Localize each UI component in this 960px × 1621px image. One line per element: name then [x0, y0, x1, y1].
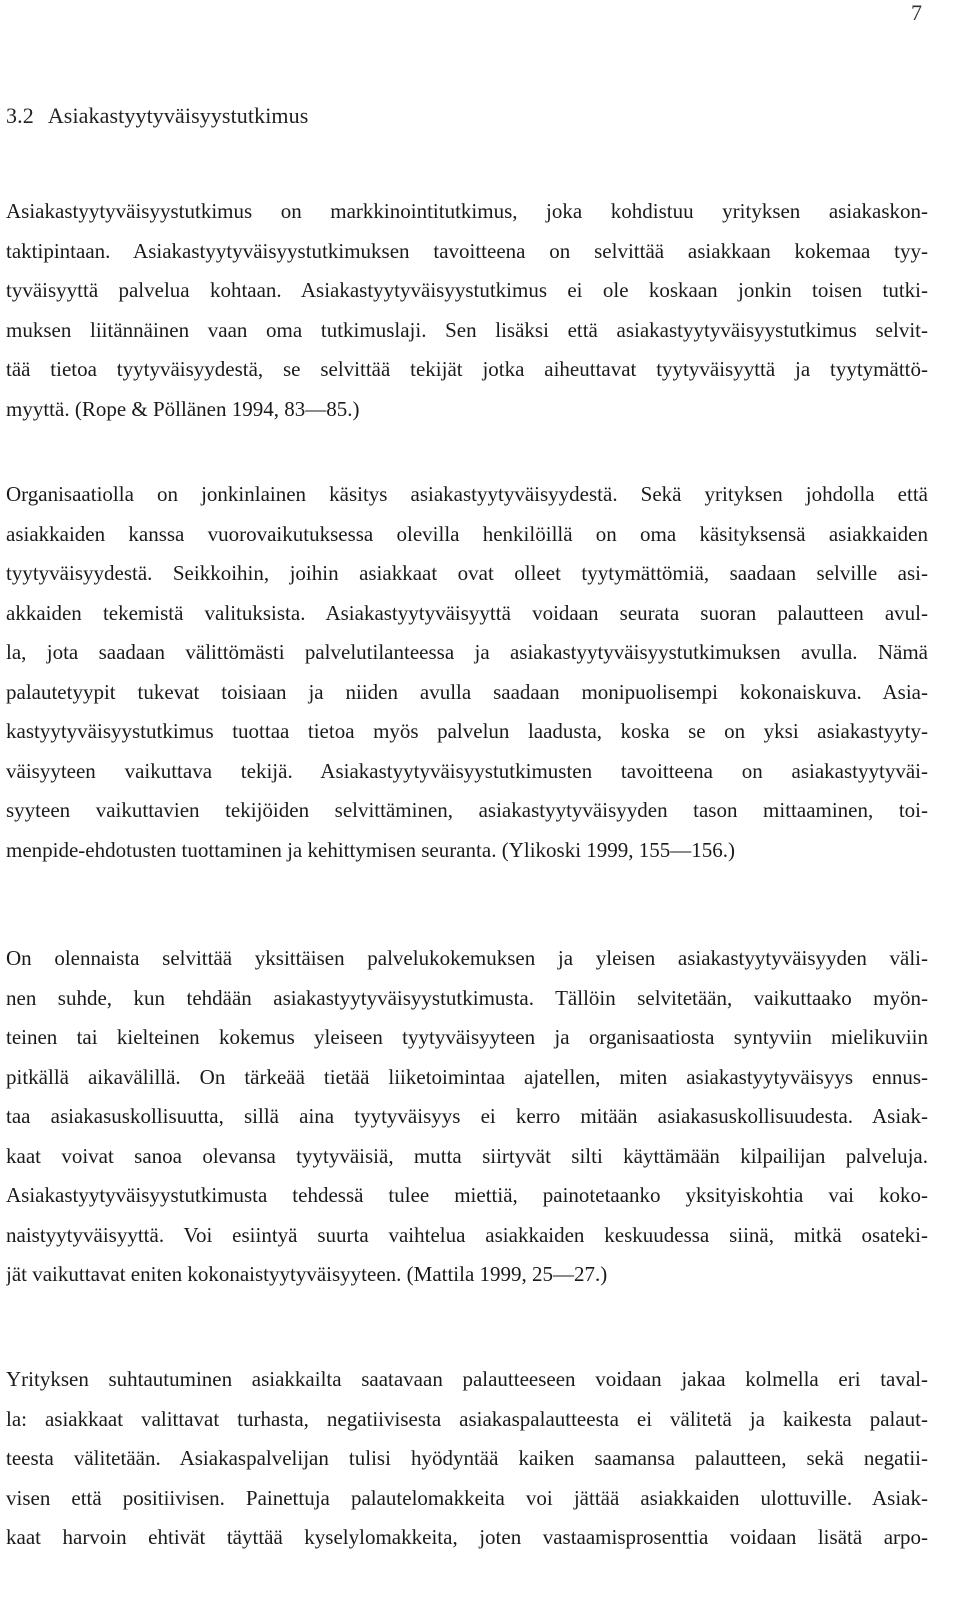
- paragraph-line: akkaiden tekemistä valituksista. Asiakastyytyväisyyttä voidaan seurata suoran palautteen avul-: [6, 600, 928, 625]
- paragraph-line: palautetyypit tukevat toisiaan ja niiden avulla saadaan monipuolisempi kokonaiskuva. Asia-: [6, 679, 928, 704]
- paragraph-line: Organisaatiolla on jonkinlainen käsitys asiakastyytyväisyydestä. Sekä yrityksen johdolla että: [6, 482, 928, 506]
- section-heading: [6, 102, 308, 130]
- paragraph-line: naistyytyväisyyttä. Voi esiintyä suurta vaihtelua asiakkaiden keskuudessa siinä, mitkä osateki-: [6, 1222, 928, 1247]
- paragraph-line: menpide-ehdotusten tuottaminen ja kehittymisen seuranta. (Ylikoski 1999, 155—156.): [6, 837, 736, 862]
- paragraph-line: la: asiakkaat valittavat turhasta, negatiivisesta asiakaspalautteesta ei välitetä ja kaikesta palaut-: [6, 1406, 928, 1431]
- paragraph-line: taktipintaan. Asiakastyytyväisyystutkimuksen tavoitteena on selvittää asiakkaan kokemaa tyy-: [6, 238, 928, 263]
- paragraph-line: pitkällä aikavälillä. On tärkeää tietää liiketoimintaa ajatellen, miten asiakastyytyväisyys ennus-: [6, 1064, 928, 1089]
- paragraph-line: Asiakastyytyväisyystutkimusta tehdessä tulee miettiä, painotetaanko yksityiskohtia vai koko-: [6, 1183, 928, 1207]
- section-title: Asiakastyytyväisyystutkimus: [47, 103, 309, 128]
- paragraph-line: visen että positiivisen. Painettuja palautelomakkeita voi jättää asiakkaiden ulottuville. Asiak-: [6, 1485, 928, 1510]
- paragraph-line: tyväisyyttä palvelua kohtaan. Asiakastyytyväisyystutkimus ei ole koskaan jonkin toisen tutki-: [6, 278, 928, 302]
- paragraph-line: Yrityksen suhtautuminen asiakkailta saatavaan palautteeseen voidaan jakaa kolmella eri taval-: [6, 1367, 928, 1391]
- paragraph-line: myyttä. (Rope & Pöllänen 1994, 83—85.): [6, 396, 360, 421]
- paragraph-2: [6, 475, 928, 870]
- paragraph-line: teinen tai kielteinen kokemus yleiseen tyytyväisyyteen ja organisaatiosta syntyviin mielikuviin: [6, 1025, 928, 1049]
- paragraph-line: tyytyväisyydestä. Seikkoihin, joihin asiakkaat ovat olleet tyytymättömiä, saadaan selville asi-: [6, 561, 928, 585]
- paragraph-line: On olennaista selvittää yksittäisen palvelukokemuksen ja yleisen asiakastyytyväisyyden väli-: [6, 946, 928, 970]
- paragraph-1: [6, 192, 928, 429]
- paragraph-line: väisyyteen vaikuttava tekijä. Asiakastyytyväisyystutkimusten tavoitteena on asiakastyytyväi-: [6, 758, 928, 783]
- paragraph-line: kastyytyväisyystutkimus tuottaa tietoa myös palvelun laadusta, koska se on yksi asiakastyyty-: [6, 719, 928, 743]
- paragraph-line: syyteen vaikuttavien tekijöiden selvittäminen, asiakastyytyväisyyden tason mittaaminen, toi-: [6, 798, 928, 822]
- paragraph-line: taa asiakasuskollisuutta, sillä aina tyytyväisyys ei kerro mitään asiakasuskollisuudesta. Asiak-: [6, 1104, 928, 1128]
- paragraph-line: muksen liitännäinen vaan oma tutkimuslaji. Sen lisäksi että asiakastyytyväisyystutkimus selvit-: [6, 317, 928, 342]
- paragraph-3: [6, 939, 928, 1295]
- paragraph-line: jät vaikuttavat eniten kokonaistyytyväisyyteen. (Mattila 1999, 25—27.): [6, 1262, 608, 1286]
- section-number: 3.2: [6, 103, 34, 128]
- paragraph-line: tää tietoa tyytyväisyydestä, se selvittää tekijät jotka aiheuttavat tyytyväisyyttä ja tyytymättö-: [6, 357, 928, 381]
- paragraph-line: teesta välitetään. Asiakaspalvelijan tulisi hyödyntää kaiken saamansa palautteen, sekä negatii-: [6, 1446, 928, 1470]
- paragraph-line: Asiakastyytyväisyystutkimus on markkinointitutkimus, joka kohdistuu yrityksen asiakaskon-: [6, 199, 928, 223]
- page-number: 7: [911, 0, 922, 25]
- paragraph-line: nen suhde, kun tehdään asiakastyytyväisyystutkimusta. Tällöin selvitetään, vaikuttaako myön-: [6, 985, 928, 1010]
- paragraph-line: asiakkaiden kanssa vuorovaikutuksessa olevilla henkilöillä on oma käsityksensä asiakkaiden: [6, 521, 928, 546]
- paragraph-line: kaat harvoin ehtivät täyttää kyselylomakkeita, joten vastaamisprosenttia voidaan lisätä arpo-: [6, 1525, 928, 1549]
- paragraph-line: kaat voivat sanoa olevansa tyytyväisiä, mutta siirtyvät silti käyttämään kilpailijan palveluja.: [6, 1143, 928, 1168]
- paragraph-4: [6, 1360, 928, 1558]
- paragraph-line: la, jota saadaan välittömästi palvelutilanteessa ja asiakastyytyväisyystutkimuksen avulla. Nämä: [6, 640, 928, 664]
